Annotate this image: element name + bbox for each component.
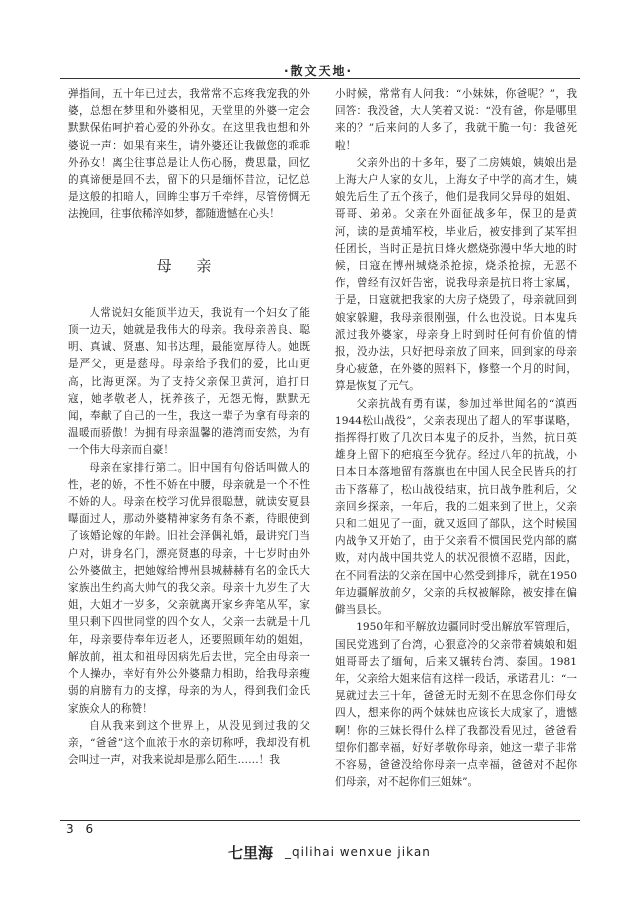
footer-divider: [60, 820, 580, 821]
paragraph: 父亲抗战有勇有谋，参加过举世闻名的“滇西1944松山战役”，父亲表现出了超人的军事谋略，指挥得打败了几次日本鬼子的反扑，当然，抗日英雄身上留下的疤痕至今犹存。经过八年的抗战，小日本日本落地留有落旗也在中国人民全民皆兵的打击下落幕了，松山战役结束，抗日战争胜利后，父亲回乡探亲，一年后，我的二姐来到了世上，父亲只和二姐见了一面，就又返回了部队，这个时候国内战争又开始了，由于父亲看不惯国民党内部的腐败，对内战中国共党人的状况很愤不忍睹，因此，在不同看法的父亲在国中心然受到排斥，就在1950年边疆解放前夕，父亲的兵权被解除，被安排在偏僻当县长。: [335, 397, 577, 617]
paragraph: 弹指间，五十年已过去，我常常不忘疼我宠我的外婆，总想在梦里和外婆相见，天堂里的外婆一定会默默保佑呵护着心爱的外孙女。在这里我也想和外婆说一声：如果有来生，请外婆还让我做您的乖乖外孙女！离尘往事总是让人伤心肠，费思量，回忆的真谛便是回不去，留下的只是缅怀昔泣，记忆总是这般的扣暗人，回眸尘事万千牵绊，尽管傍惆无法挽回，往事依稀淬如梦，都随遗憾在心头！: [68, 88, 310, 221]
paragraph: 母亲在家排行第二。旧中国有句俗话叫做人的性，老的娇，不性不娇在中腰，母亲就是一个不性不娇的人。母亲在校学习优异很聪慧，就读安夏县曝面过人，那动外婆精神家务有条不紊，待眼使到了该婚论嫁的年龄。旧社会泽偶礼婚，最讲究门当户对，讲身名门，漂亮贤惠的母亲，十七岁时由外公外婆做主，把她嫁给博州县城赫赫有名的金氏大家族出生约高大帅气的我父亲。母亲十九岁生了大姐，大姐才一岁多，父亲就离开家乡奔笔从军，家里只剩下四世同堂的四个女人，父亲一去就是十几年，母亲要侍奉年迈老人，还要照顾年幼的姐姐，解放前，祖太和祖母因病先后去世，完全由母亲一个人操办，幸好有外公外婆鼎力相助，给我母亲瘦弱的肩膀有力的支撑，母亲的为人，得到我们金氏家族众人的称赞！: [68, 461, 310, 715]
journal-name-pinyin: _qilihai wenxue jikan: [285, 845, 431, 859]
paragraph: 人常说妇女能顶半边天，我说有一个妇女了能顶一边天，她就是我伟大的母亲。我母亲善良、聪明、真诚、贤惠、知书达理，最能宽厚待人。她既是严父，更是慈母。母亲给予我们的爱，比山更高，比海更深。为了支持父亲保卫黄河，追打日寇，她孝敬老人，抚养孩子，无怨无悔，默默无闻，奉献了自己的一生，我这一辈子为拿有母亲的温暖而骄傲！为拥有母亲温馨的港湾而安然，为有一个伟大母亲而自豪！: [68, 306, 310, 457]
magazine-section-header: ·散文天地·: [283, 64, 354, 78]
page-number: 3 6: [66, 822, 98, 836]
section-title: 母 亲: [156, 256, 222, 275]
left-column: [68, 86, 310, 769]
paragraph: 小时候，常常有人问我：“小妹妹，你爸呢？”，我回答：我没爸，大人笑着又说：“没有爸，你是哪里来的？”后来问的人多了，我就干脆一句：我爸死啦！: [335, 88, 577, 152]
paragraph: 自从我来到这个世界上，从没见到过我的父亲，“爸爸”这个血浓于水的亲切称呼，我却没有机会叫过一声，对我来说却是那么陌生……！我: [68, 719, 310, 767]
header-divider: [60, 78, 580, 79]
right-column: [335, 86, 577, 791]
paragraph: 1950年和平解放边疆同时受出解放军管理后，国民党逃到了台湾，心狠意冷的父亲带着姨娘和姐姐哥哥去了缅甸，后来又辗转台湾、泰国。1981年，父亲给大姐来信有这样一段话，承诺君儿：“一晃就过去三十年，爸爸无时无刻不在思念你们母女四人，想来你的两个妹妹也应该长大成家了，遗憾啊！你的三妹长得什么样了我都没看见过，爸爸看望你们都幸福，好好孝敬你母亲，她这一辈子非常不容易，爸爸没给你母亲一点幸福，爸爸对不起你们母亲，对不起你们三姐妹”。: [335, 621, 577, 789]
paragraph: 父亲外出的十多年，娶了二房姨娘，姨娘出是上海大户人家的女儿，上海女子中学的高才生，姨娘先后生了五个孩子，他们是我同父异母的姐姐、哥哥、弟弟。父亲在外面征战多年，保卫的是黄河，读的是黄埔军校，毕业后，被安排到了某军担任团长，当时正是抗日烽火燃烧弥漫中华大地的时候，日寇在博州城烧杀抢掠，烧杀抢掠，无恶不作，曾经有汉奸告密，说我母亲是抗日将士家属，于是，日寇就把我家的大房子烧毁了，母亲就回到娘家躲避，我母亲很刚强，什么也没说。日本鬼兵派过我外婆家，母亲身上时到时任何有价值的情报，没办法，只好把母亲放了回来，回到家的母亲身心疲惫，在外婆的照料下，修整一个月的时间，算是恢复了元气。: [335, 156, 577, 393]
journal-logo: 七里海: [228, 844, 274, 862]
